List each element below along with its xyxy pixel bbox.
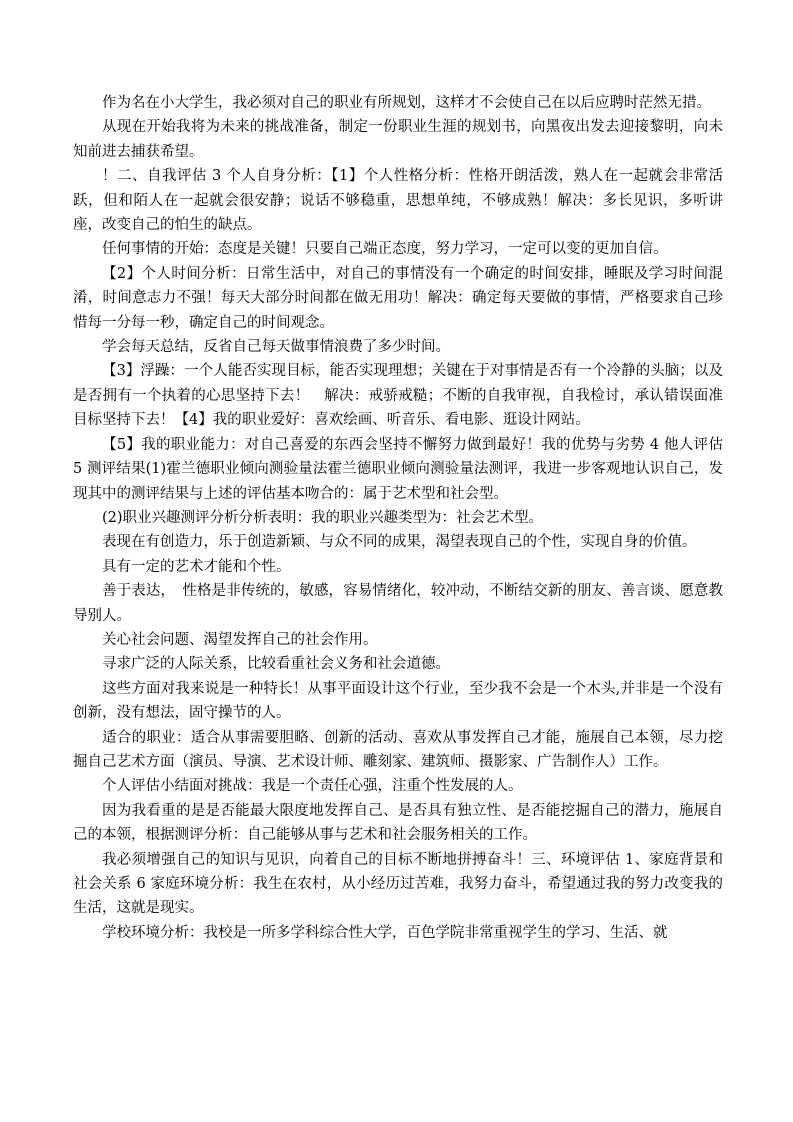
paragraph: 从现在开始我将为未来的挑战准备，制定一份职业生涯的规划书，向黑夜出发去迎接黎明，向未知前进去捕获希望。 bbox=[73, 119, 723, 160]
paragraph: (2)职业兴趣测评分析分析表明：我的职业兴趣类型为：社会艺术型。 bbox=[102, 509, 544, 526]
paragraph: 具有一定的艺术才能和个性。 bbox=[102, 558, 291, 575]
paragraph: 【5】我的职业能力：对自己喜爱的东西会坚持不懈努力做到最好！我的优势与劣势 4 他人评估 5 测评结果(1)霍兰德职业倾向测验量法霍兰德职业倾向测验量法测评，我进一步客观地认识自己，发现其中的测评结果与上述的评估基本吻合的：属于艺术型和社会型。 bbox=[73, 436, 723, 502]
paragraph: 【2】个人时间分析：日常生活中，对自己的事情没有一个确定的时间安排，睡眠及学习时间混淆，时间意志力不强！每天大部分时间都在做无用功！解决：确定每天要做的事情，严格要求自己珍惜每一分每一秒，确定自己的时间观念。 bbox=[73, 265, 723, 331]
paragraph: 善于表达， 性格是非传统的，敏感，容易情绪化，较冲动，不断结交新的朋友、善言谈、愿意教导别人。 bbox=[73, 583, 723, 624]
paragraph: 作为名在小大学生，我必须对自己的职业有所规划，这样才不会使自己在以后应聘时茫然无措。 bbox=[102, 95, 711, 111]
paragraph: ！二、自我评估 3 个人自身分析：【1】个人性格分析：性格开朗活泼，熟人在一起就会非常活跃，但和陌人在一起就会很安静；说话不够稳重，思想单纯，不够成熟！解决：多长见识，多听讲座，改变自己的怕生的缺点。 bbox=[73, 168, 723, 234]
paragraph: 这些方面对我来说是一种特长！从事平面设计这个行业，至少我不会是一个木头,并非是一个没有创新，没有想法，固守操节的人。 bbox=[73, 680, 723, 722]
document-body bbox=[73, 91, 723, 945]
paragraph: 个人评估小结面对挑战：我是一个责任心强，注重个性发展的人。 bbox=[102, 778, 523, 795]
paragraph: 因为我看重的是是否能最大限度地发挥自己、是否具有独立性、是否能挖掘自己的潜力，施展自己的本领，根据测评分析：自己能够从事与艺术和社会服务相关的工作。 bbox=[73, 802, 723, 844]
paragraph: 适合的职业：适合从事需要胆略、创新的活动、喜欢从事发挥自己才能，施展自己本领，尽力挖掘自己艺术方面（演员、导演、艺术设计师、雕刻家、建筑师、摄影家、广告制作人）工作。 bbox=[73, 729, 723, 770]
paragraph: 寻求广泛的人际关系，比较看重社会义务和社会道德。 bbox=[102, 656, 450, 673]
paragraph: 任何事情的开始：态度是关键！只要自己端正态度，努力学习，一定可以变的更加自信。 bbox=[102, 241, 668, 258]
paragraph: 学校环境分析：我校是一所多学科综合性大学，百色学院非常重视学生的学习、生活、就 bbox=[102, 924, 668, 941]
paragraph: 表现在有创造力，乐于创造新颖、与众不同的成果，渴望表现自己的个性，实现自身的价值。 bbox=[102, 534, 697, 551]
paragraph: 【3】浮躁：一个人能否实现目标，能否实现理想；关键在于对事情是否有一个冷静的头脑；以及是否拥有一个执着的心思坚持下去！ 解决：戒骄戒糙；不断的自我审视，自我检讨，承认错误面准目标坚持下去！【4】我的职业爱好：喜欢绘画、听音乐、看电影、逛设计网站。 bbox=[73, 363, 723, 429]
paragraph: 我必须增强自己的知识与见识，向着自己的目标不断地拼搏奋斗！三、环境评估 1、家庭背景和社会关系 6 家庭环境分析：我生在农村，从小经历过苦难，我努力奋斗，希望通过我的努力改变我的生活，这就是现实。 bbox=[73, 851, 723, 917]
paragraph: 关心社会问题、渴望发挥自己的社会作用。 bbox=[102, 631, 378, 648]
paragraph: 学会每天总结，反省自己每天做事情浪费了多少时间。 bbox=[102, 339, 450, 356]
